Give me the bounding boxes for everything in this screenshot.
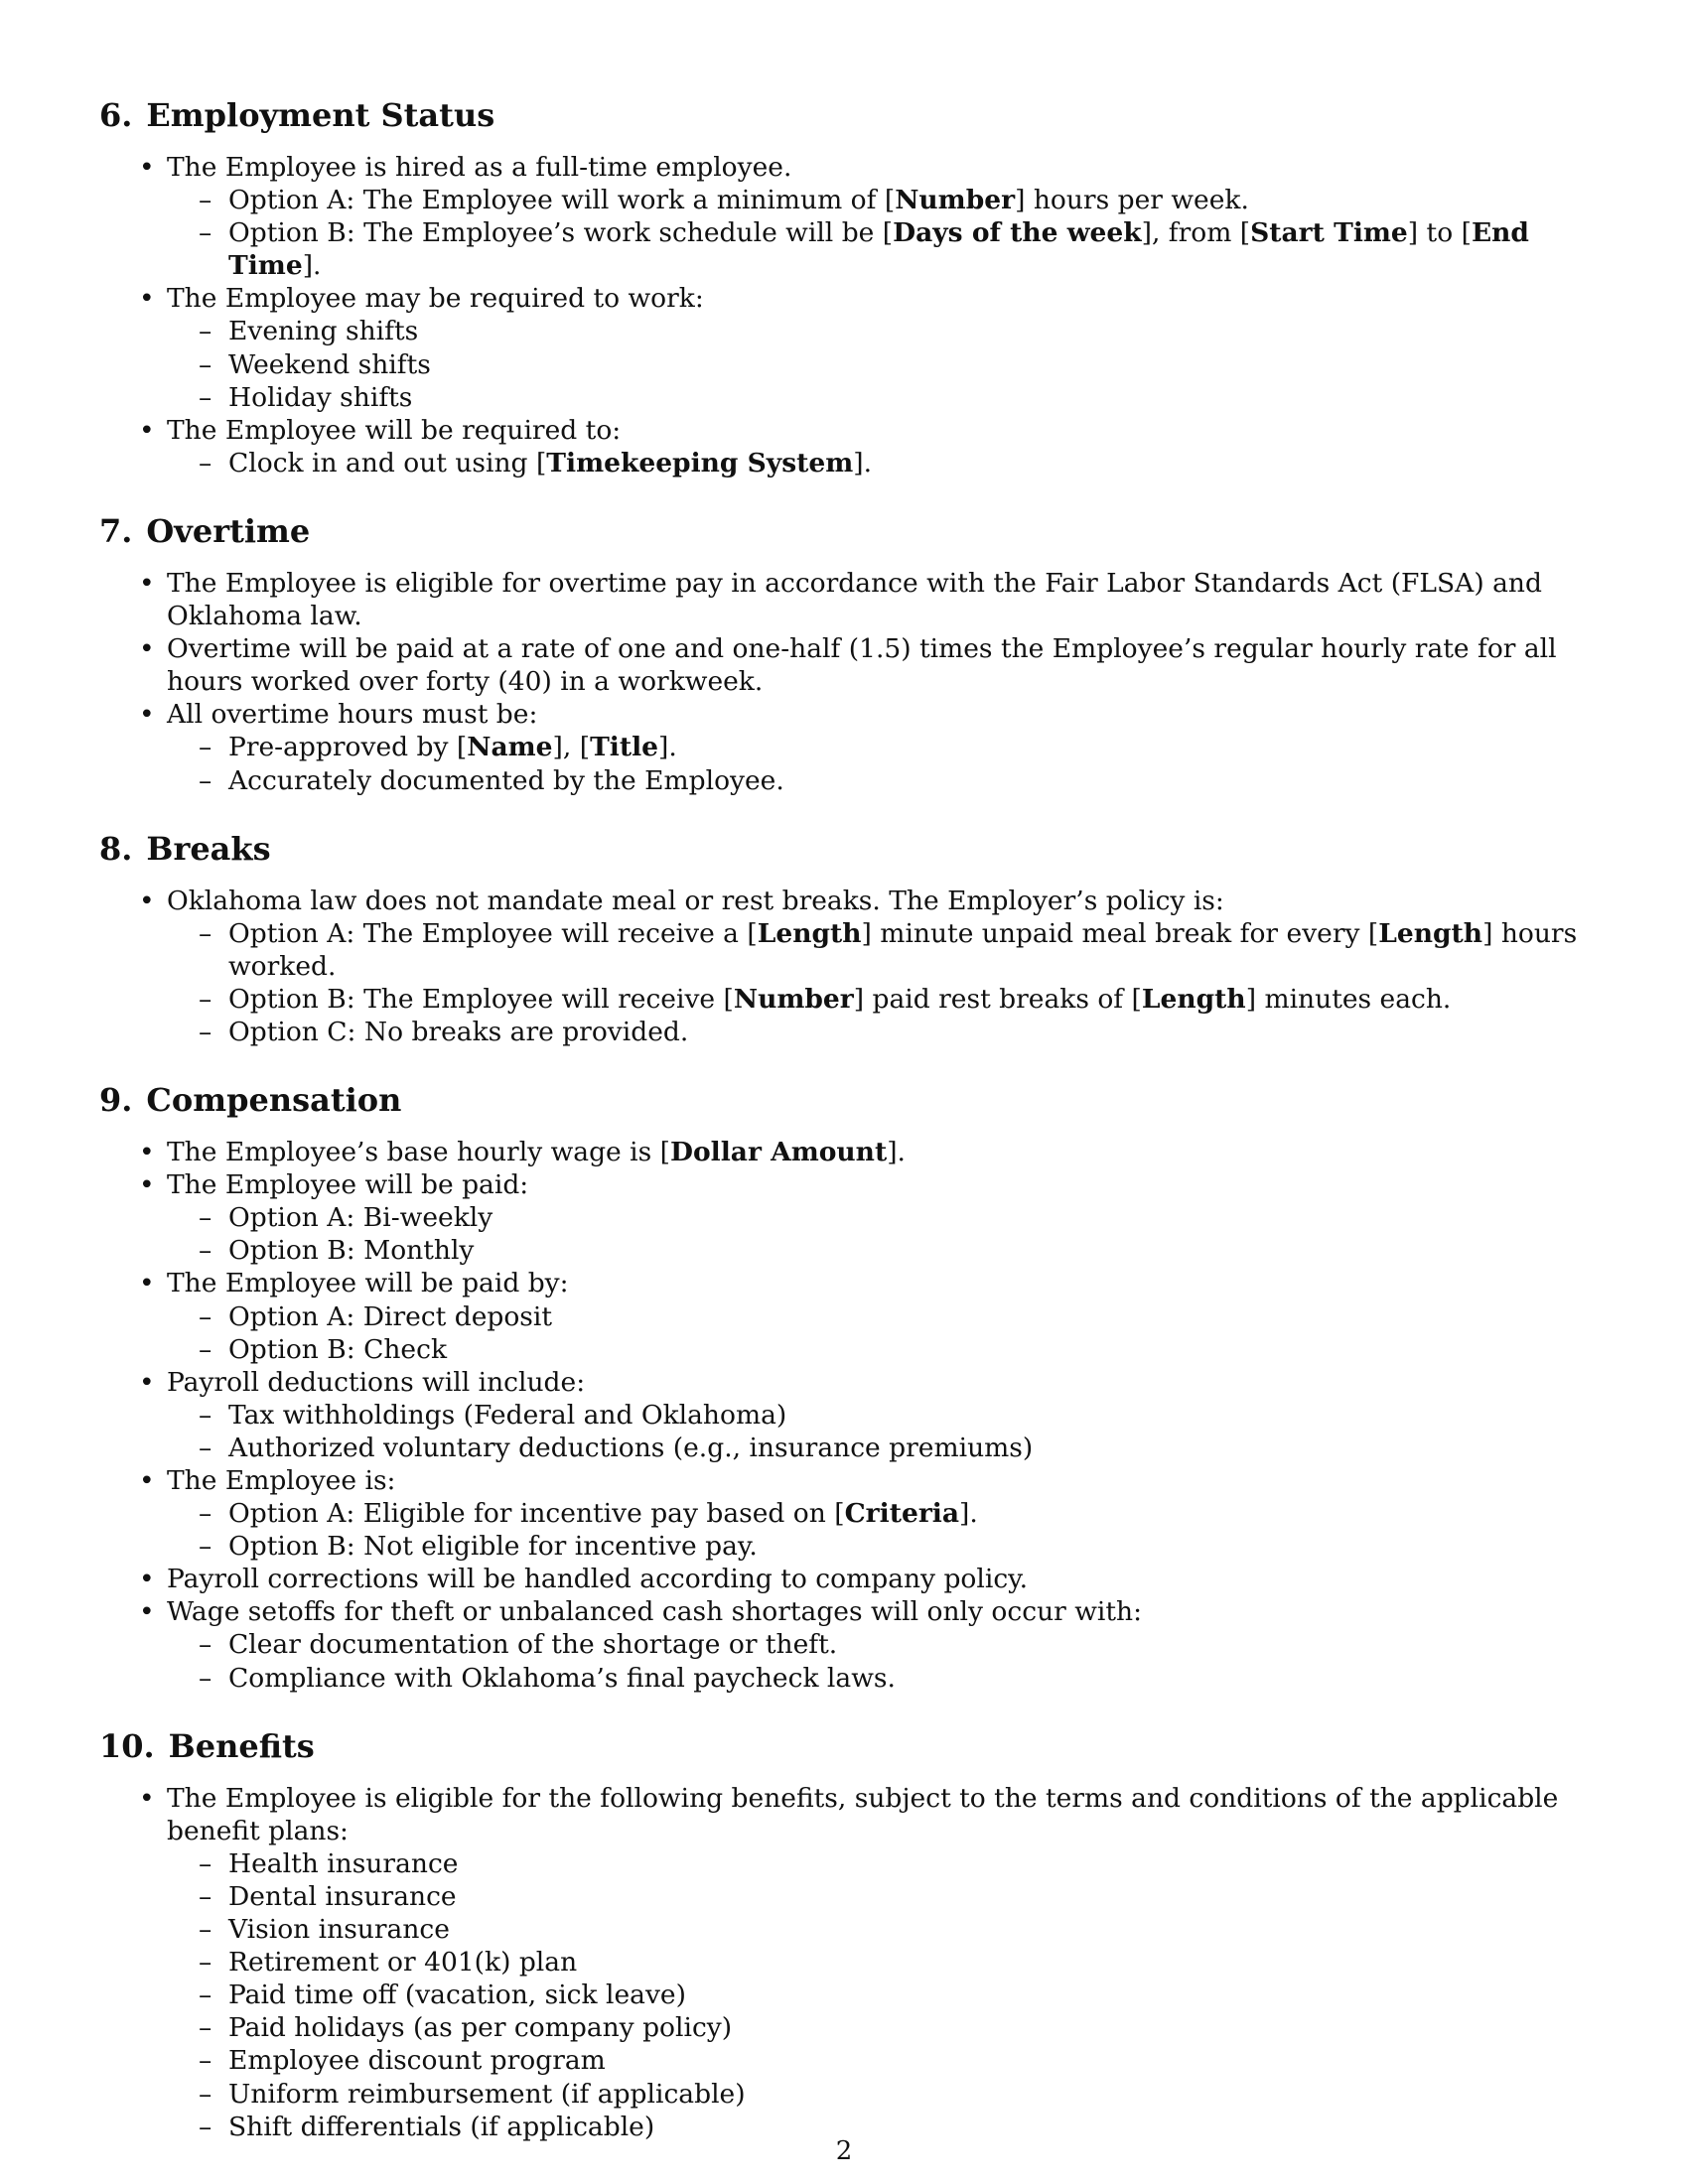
text-run: Option A: Bi-weekly	[228, 1202, 493, 1234]
text-run: Clear documentation of the shortage or theft.	[228, 1629, 838, 1661]
sub-item	[167, 1497, 1609, 1530]
bullet-item	[99, 1267, 1609, 1365]
bullet-list	[99, 567, 1609, 797]
sub-list	[167, 447, 1609, 479]
text-run: Option A: Eligible for incentive pay based on [	[228, 1498, 845, 1530]
text-run: Option B: Check	[228, 1333, 448, 1365]
bullet-item	[99, 1782, 1609, 2143]
sub-list	[167, 184, 1609, 282]
bullet-item	[99, 1595, 1609, 1694]
section-benefits	[99, 1724, 1609, 2143]
sub-item	[167, 216, 1609, 282]
section-title: Compensation	[146, 1081, 402, 1120]
sub-item	[167, 1847, 1609, 1880]
bullet-text: • The Employee is hired as a full-time employee.	[167, 152, 792, 183]
text-run: Accurately documented by the Employee.	[228, 764, 784, 796]
text-run: Tax withholdings (Federal and Oklahoma)	[228, 1399, 787, 1431]
text-run: ], from [	[1141, 217, 1251, 249]
bullet-text: • Payroll deductions will include:	[167, 1366, 586, 1398]
placeholder-field: Number	[733, 983, 854, 1015]
bullet-text: • Wage setoffs for theft or unbalanced cash shortages will only occur with:	[167, 1596, 1143, 1628]
bullet-list	[99, 1136, 1609, 1695]
bullet-text: • The Employee is eligible for the following benefits, subject to the terms and conditions of the applicable benefit plans:	[167, 1782, 1559, 1846]
section-number: 10.	[99, 1726, 155, 1765]
placeholder-field: Title	[590, 732, 659, 763]
sub-item	[167, 1300, 1609, 1333]
section-heading	[99, 827, 1609, 871]
sub-item	[167, 447, 1609, 479]
sub-item	[167, 1016, 1609, 1048]
section-heading	[99, 1724, 1609, 1768]
sub-item	[167, 1880, 1609, 1913]
sub-list	[167, 1399, 1609, 1464]
text-run: Option B: Not eligible for incentive pay.	[228, 1531, 758, 1563]
sub-item	[167, 1913, 1609, 1946]
placeholder-field: Dollar Amount	[669, 1137, 888, 1168]
placeholder-field: Length	[757, 917, 862, 949]
text-run: Evening shifts	[228, 316, 419, 347]
text-run: ] minutes each.	[1245, 983, 1452, 1015]
text-run: Option B: The Employee’s work schedule will be [	[228, 217, 894, 249]
text-run: Option A: The Employee will receive a [	[228, 917, 758, 949]
sub-item	[167, 1628, 1609, 1661]
bullet-text: • Payroll corrections will be handled according to company policy.	[167, 1564, 1029, 1595]
page-number: 2	[835, 2136, 853, 2166]
sub-item	[167, 184, 1609, 216]
sub-item	[167, 764, 1609, 797]
bullet-item	[99, 632, 1609, 698]
section-compensation	[99, 1078, 1609, 1695]
sub-list	[167, 1847, 1609, 2143]
text-run: Authorized voluntary deductions (e.g., insurance premiums)	[228, 1432, 1034, 1463]
bullet-text: • Oklahoma law does not mandate meal or rest breaks. The Employer’s policy is:	[167, 885, 1224, 916]
bullet-text: • All overtime hours must be:	[167, 699, 538, 731]
section-heading	[99, 93, 1609, 137]
placeholder-field: Name	[467, 732, 553, 763]
sub-item	[167, 315, 1609, 347]
section-heading	[99, 509, 1609, 553]
text-run: ].	[959, 1498, 978, 1530]
section-heading	[99, 1078, 1609, 1122]
text-run: Weekend shifts	[228, 348, 431, 380]
section-breaks	[99, 827, 1609, 1048]
placeholder-field: Length	[1141, 983, 1246, 1015]
placeholder-field: Timekeeping System	[546, 447, 854, 478]
sub-item	[167, 348, 1609, 381]
sub-item	[167, 1662, 1609, 1695]
bullet-text: • The Employee will be required to:	[167, 414, 622, 446]
text-run: Paid holidays (as per company policy)	[228, 2012, 733, 2044]
text-run: Option A: The Employee will work a minimum of [	[228, 185, 896, 216]
placeholder-field: Criteria	[844, 1498, 960, 1530]
text-run: ] to [	[1407, 217, 1472, 249]
placeholder-field: Start Time	[1250, 217, 1408, 249]
section-title: Breaks	[146, 829, 271, 868]
sub-item	[167, 1399, 1609, 1432]
bullet-text	[167, 1136, 1609, 1168]
bullet-item	[99, 151, 1609, 282]
placeholder-field: End Time	[228, 217, 1529, 282]
bullet-list	[99, 151, 1609, 479]
text-run: Paid time off (vacation, sick leave)	[228, 1979, 686, 2011]
section-title: Employment Status	[146, 96, 495, 134]
bullet-text: • The Employee will be paid:	[167, 1169, 529, 1201]
text-run: The Employee’s base hourly wage is [	[167, 1137, 670, 1168]
document-page	[99, 93, 1609, 2173]
text-run: Uniform reimbursement (if applicable)	[228, 2078, 746, 2110]
text-run: Holiday shifts	[228, 381, 413, 413]
sub-item	[167, 1979, 1609, 2011]
text-run: ].	[658, 732, 677, 763]
bullet-item	[99, 414, 1609, 479]
sub-item	[167, 381, 1609, 414]
text-run: Dental insurance	[228, 1880, 457, 1912]
sub-item	[167, 983, 1609, 1016]
text-run: Option B: The Employee will receive [	[228, 983, 734, 1015]
bullet-item	[99, 1563, 1609, 1595]
sub-item	[167, 1333, 1609, 1366]
text-run: Shift differentials (if applicable)	[228, 2111, 655, 2142]
text-run: ].	[853, 447, 873, 478]
sub-item	[167, 1201, 1609, 1234]
placeholder-field: Days of the week	[893, 217, 1142, 249]
bullet-text: • Overtime will be paid at a rate of one and one-half (1.5) times the Employee’s regular hourly rate for all hours worked over forty (40) in a workweek.	[167, 633, 1557, 698]
text-run: Employee discount program	[228, 2045, 606, 2077]
sub-list	[167, 1300, 1609, 1366]
sub-item	[167, 1530, 1609, 1563]
sub-list	[167, 917, 1609, 1048]
text-run: Option C: No breaks are provided.	[228, 1016, 689, 1047]
bullet-item	[99, 567, 1609, 632]
text-run: ] hours worked.	[228, 917, 1578, 982]
text-run: ].	[302, 250, 322, 282]
sub-item	[167, 1234, 1609, 1267]
text-run: ] hours per week.	[1015, 185, 1249, 216]
text-run: Retirement or 401(k) plan	[228, 1947, 578, 1979]
sub-item	[167, 2044, 1609, 2077]
section-employment-status	[99, 93, 1609, 479]
section-overtime	[99, 509, 1609, 797]
sub-list	[167, 315, 1609, 413]
bullet-text: • The Employee may be required to work:	[167, 283, 704, 315]
section-number: 7.	[99, 511, 133, 550]
bullet-item	[99, 1136, 1609, 1168]
placeholder-field: Length	[1378, 917, 1483, 949]
section-number: 6.	[99, 96, 133, 134]
placeholder-field: Number	[895, 185, 1016, 216]
text-run: ] minute unpaid meal break for every [	[861, 917, 1379, 949]
sub-list	[167, 1201, 1609, 1267]
text-run: Health insurance	[228, 1847, 459, 1879]
bullet-text: • The Employee is:	[167, 1465, 396, 1496]
bullet-item	[99, 282, 1609, 413]
bullet-list	[99, 1782, 1609, 2143]
sub-list	[167, 731, 1609, 796]
text-run: ].	[887, 1137, 906, 1168]
section-title: Benefits	[168, 1726, 315, 1765]
bullet-text: • The Employee is eligible for overtime pay in accordance with the Fair Labor Standards Act (FLSA) and Oklahoma law.	[167, 567, 1542, 632]
text-run: Compliance with Oklahoma’s final paycheck laws.	[228, 1662, 896, 1694]
text-run: Pre-approved by [	[228, 732, 468, 763]
text-run: Option B: Monthly	[228, 1235, 475, 1267]
sub-item	[167, 1432, 1609, 1464]
text-run: ] paid rest breaks of [	[853, 983, 1142, 1015]
bullet-text: • The Employee will be paid by:	[167, 1268, 569, 1299]
bullet-item	[99, 1168, 1609, 1267]
sub-item	[167, 731, 1609, 763]
text-run: Clock in and out using [	[228, 447, 547, 478]
sub-list	[167, 1628, 1609, 1694]
section-number: 9.	[99, 1081, 133, 1120]
section-title: Overtime	[146, 511, 311, 550]
sub-list	[167, 1497, 1609, 1563]
bullet-item	[99, 1366, 1609, 1464]
sub-item	[167, 2078, 1609, 2111]
bullet-list	[99, 885, 1609, 1048]
bullet-item	[99, 698, 1609, 796]
text-run: Vision insurance	[228, 1914, 450, 1946]
sub-item	[167, 1946, 1609, 1979]
text-run: Option A: Direct deposit	[228, 1300, 553, 1332]
section-number: 8.	[99, 829, 133, 868]
text-run: ], [	[552, 732, 591, 763]
bullet-item	[99, 885, 1609, 1048]
sub-item	[167, 917, 1609, 983]
sub-item	[167, 2011, 1609, 2044]
bullet-item	[99, 1464, 1609, 1563]
